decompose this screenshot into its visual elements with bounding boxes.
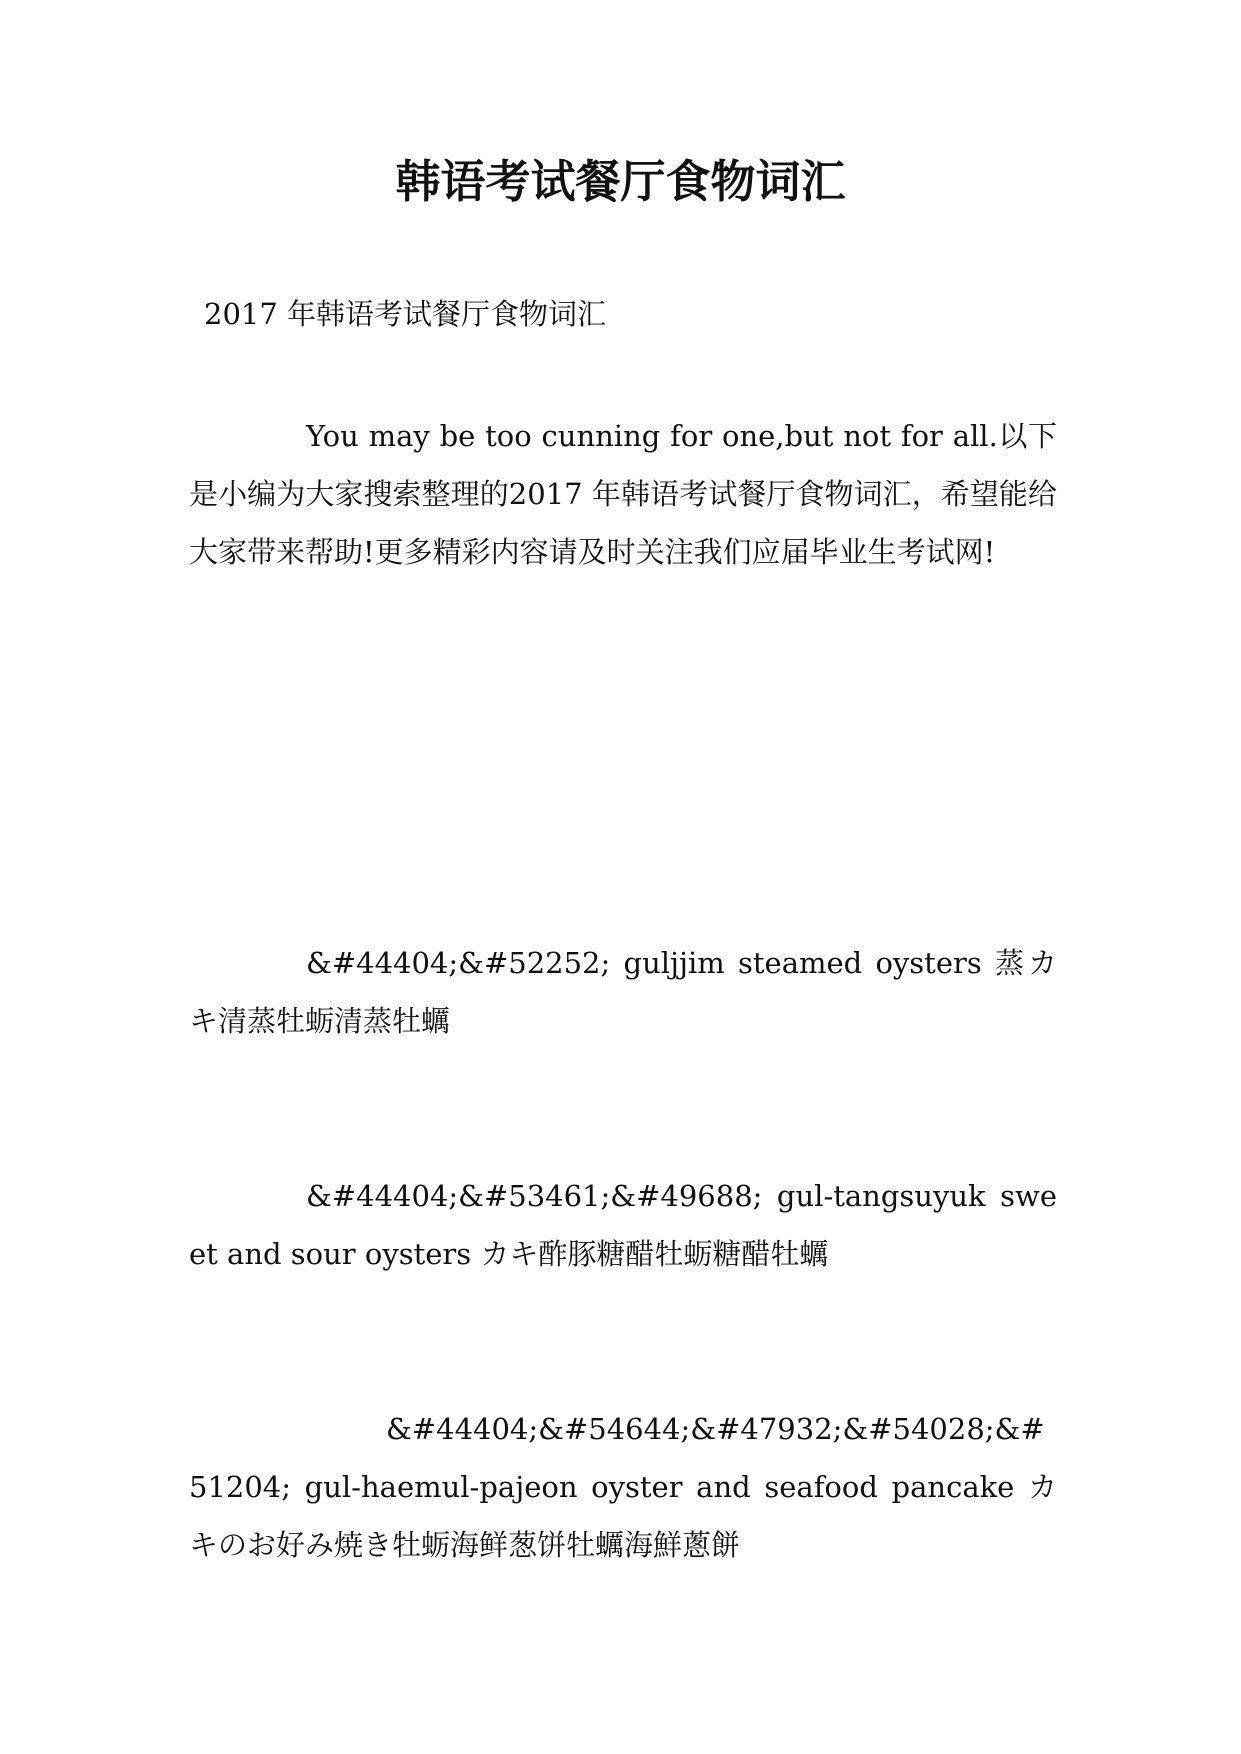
- intro-paragraph: [189, 407, 1057, 581]
- vocab-entry-text: &#44404;&#53461;&#49688; gul-tangsuyuk sweet and sour oysters カキ酢豚糖醋牡蛎糖醋牡蠣: [189, 1179, 1057, 1271]
- vocab-entry: [189, 934, 1057, 1050]
- vocab-entry: [189, 1400, 1057, 1574]
- document-subtitle: 2017 年韩语考试餐厅食物词汇: [204, 297, 607, 331]
- vocab-entry-text: &#44404;&#52252; guljjim steamed oysters 蒸カキ清蒸牡蛎清蒸牡蠣: [189, 946, 1057, 1038]
- vocab-entry-text: &#44404;&#54644;&#47932;&#54028;&#51204; gul-haemul-pajeon oyster and seafood pancake カキのお好み焼き牡蛎海鲜葱饼牡蠣海鮮蔥餅: [189, 1412, 1057, 1562]
- document-title: 韩语考试餐厅食物词汇: [395, 155, 846, 208]
- intro-text: You may be too cunning for one,but not for all.以下是小编为大家搜索整理的2017 年韩语考试餐厅食物词汇，希望能给大家带来帮助!更多精彩内容请及时关注我们应届毕业生考试网!: [189, 419, 1057, 569]
- vocab-entry: [189, 1167, 1057, 1283]
